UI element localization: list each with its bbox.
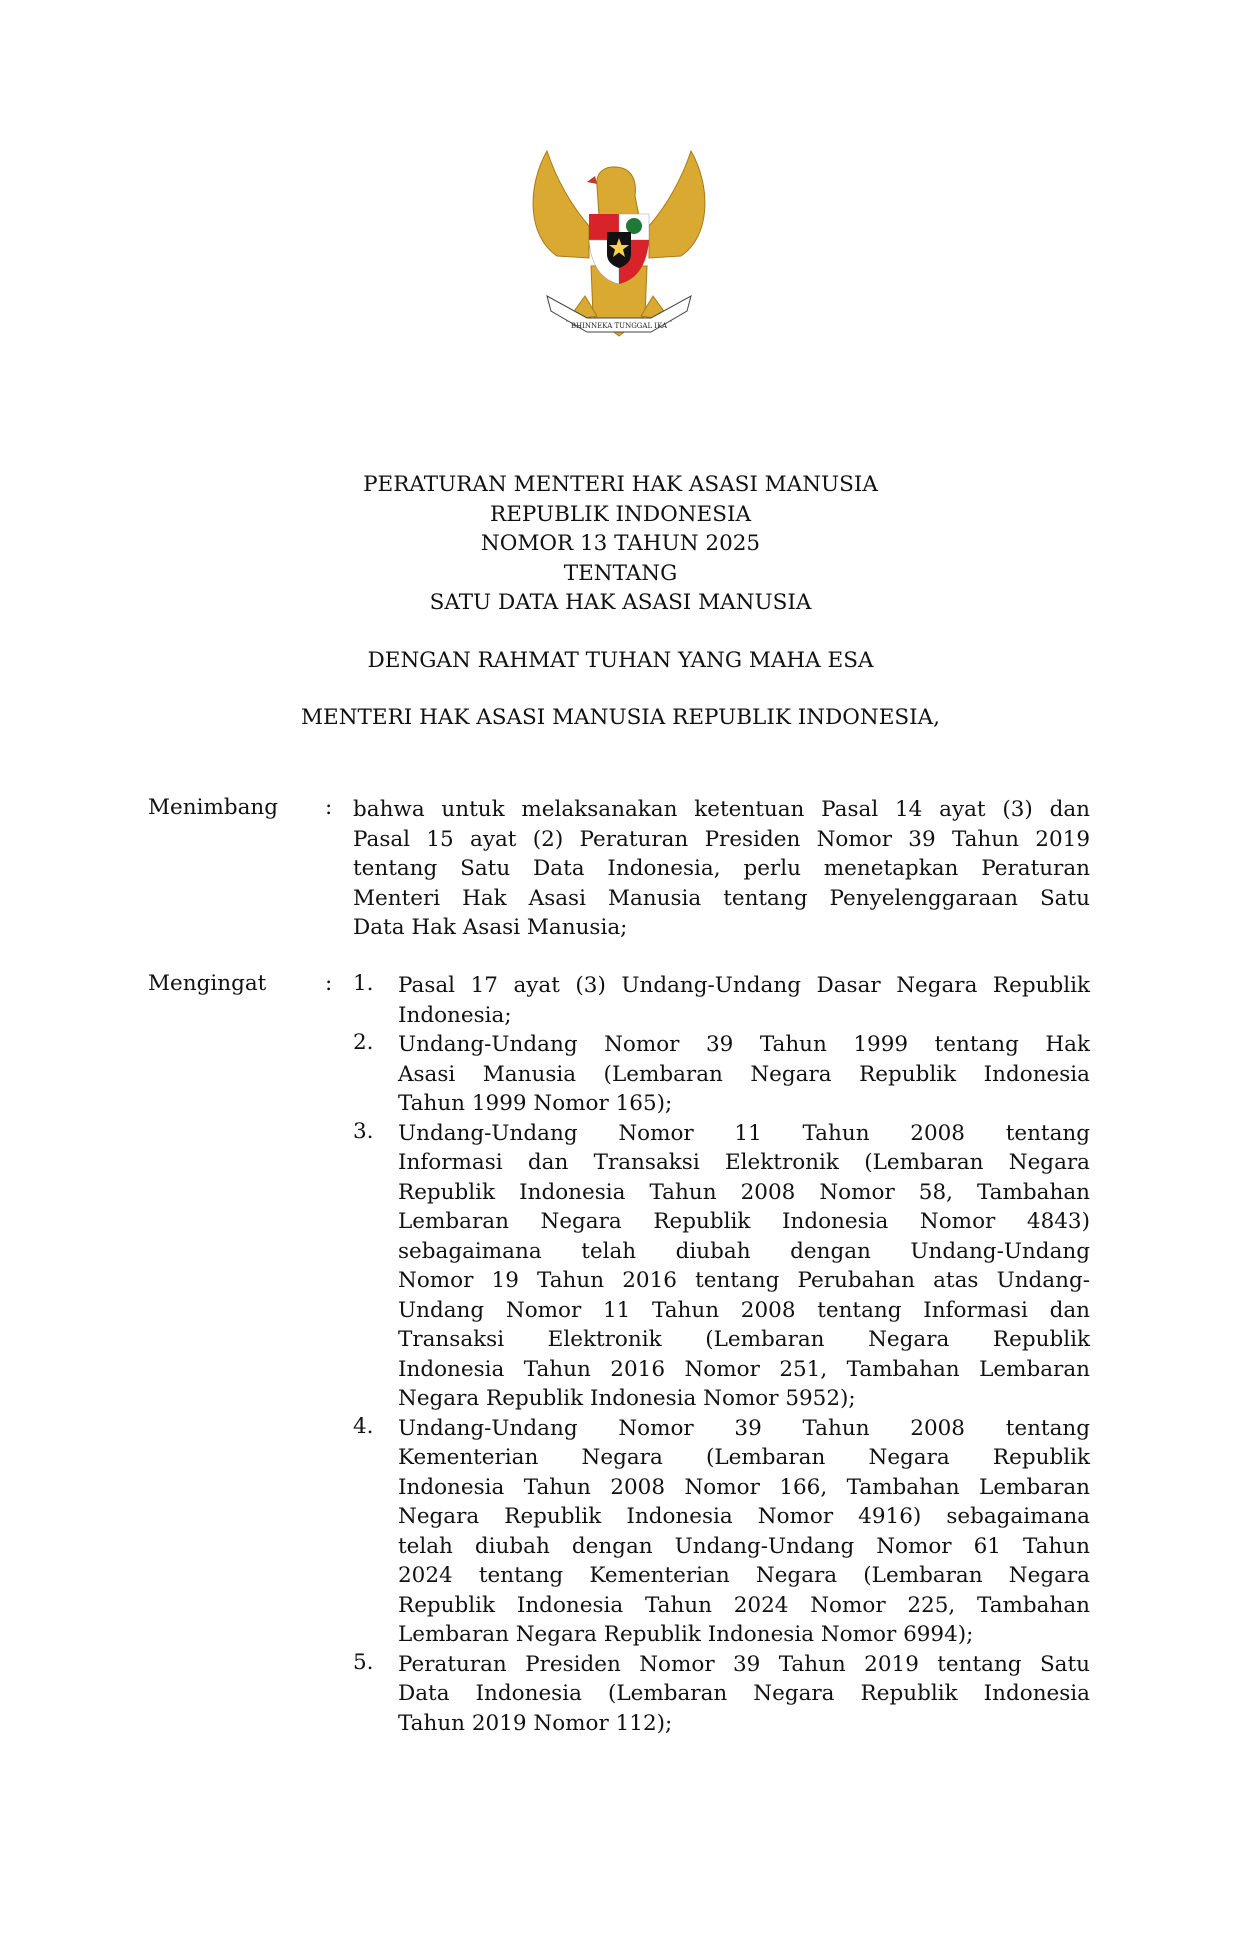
text-line: 2024 tentang Kementerian Negara (Lembaran Negara — [398, 1563, 1090, 1588]
list-text — [398, 1119, 1090, 1414]
list-number: 3. — [353, 1118, 374, 1144]
colon: : — [325, 971, 333, 996]
list-number: 2. — [353, 1030, 374, 1055]
text-line: Kementerian Negara (Lembaran Negara Republik — [398, 1445, 1090, 1470]
text-line: Undang-Undang Nomor 39 Tahun 2008 tentang — [398, 1415, 1090, 1441]
colon: : — [325, 795, 333, 820]
minister-title: MENTERI HAK ASASI MANUSIA REPUBLIK INDONESIA, — [301, 705, 940, 730]
garuda-pancasila-emblem — [527, 146, 711, 342]
text-line: Pasal 17 ayat (3) Undang-Undang Dasar Negara Republik — [398, 973, 1090, 998]
text-line: Negara Republik Indonesia Nomor 5952); — [398, 1386, 856, 1411]
text-line: telah diubah dengan Undang-Undang Nomor 61 Tahun — [398, 1533, 1090, 1559]
text-line: Lembaran Negara Republik Indonesia Nomor 4843) — [398, 1209, 1090, 1234]
list-item — [353, 1414, 1090, 1650]
text-line: bahwa untuk melaksanakan ketentuan Pasal 14 ayat (3) dan — [353, 797, 1090, 822]
list-text — [398, 1030, 1090, 1119]
list-item — [353, 1650, 1090, 1739]
text-line: Nomor 19 Tahun 2016 tentang Perubahan atas Undang- — [398, 1268, 1090, 1293]
menimbang-label: Menimbang — [148, 795, 279, 820]
list-item — [353, 1119, 1090, 1414]
list-number: 4. — [353, 1413, 374, 1439]
text-line: Tahun 2019 Nomor 112); — [398, 1710, 673, 1736]
document-heading — [0, 470, 1241, 733]
text-line: Tahun 1999 Nomor 165); — [398, 1091, 673, 1116]
list-item — [353, 1030, 1090, 1119]
text-line: Negara Republik Indonesia Nomor 4916) sebagaimana — [398, 1504, 1090, 1529]
text-line: Data Hak Asasi Manusia; — [353, 915, 628, 940]
text-line: Data Indonesia (Lembaran Negara Republik Indonesia — [398, 1681, 1090, 1706]
text-line: Lembaran Negara Republik Indonesia Nomor 6994); — [398, 1622, 974, 1647]
list-number: 5. — [353, 1649, 374, 1675]
heading-line: SATU DATA HAK ASASI MANUSIA — [429, 590, 812, 615]
menimbang-text — [353, 795, 1090, 943]
heading-line: REPUBLIK INDONESIA — [490, 501, 751, 527]
text-line: Pasal 15 ayat (2) Peraturan Presiden Nomor 39 Tahun 2019 — [353, 826, 1090, 852]
text-line: Indonesia Tahun 2008 Nomor 166, Tambahan Lembaran — [398, 1474, 1090, 1500]
mengingat-list — [353, 971, 1090, 1738]
text-line: Undang-Undang Nomor 11 Tahun 2008 tentang — [398, 1120, 1090, 1146]
text-line: Undang-Undang Nomor 39 Tahun 1999 tentang Hak — [398, 1032, 1090, 1057]
text-line: Informasi dan Transaksi Elektronik (Lembaran Negara — [398, 1150, 1090, 1175]
text-line: Transaksi Elektronik (Lembaran Negara Republik — [398, 1327, 1090, 1352]
list-text — [398, 1650, 1090, 1739]
emblem-motto: BHINNEKA TUNGGAL IKA — [570, 322, 668, 330]
text-line: Republik Indonesia Tahun 2008 Nomor 58, Tambahan — [398, 1179, 1090, 1205]
text-line: Menteri Hak Asasi Manusia tentang Penyelenggaraan Satu — [353, 885, 1090, 911]
invocation: DENGAN RAHMAT TUHAN YANG MAHA ESA — [367, 647, 874, 673]
text-line: sebagaimana telah diubah dengan Undang-Undang — [398, 1238, 1090, 1264]
heading-line: TENTANG — [563, 560, 678, 586]
text-line: Asasi Manusia (Lembaran Negara Republik Indonesia — [398, 1061, 1090, 1087]
text-line: Peraturan Presiden Nomor 39 Tahun 2019 tentang Satu — [398, 1651, 1090, 1677]
heading-line: PERATURAN MENTERI HAK ASASI MANUSIA — [363, 472, 878, 497]
text-line: Indonesia; — [398, 1002, 512, 1028]
text-line: Republik Indonesia Tahun 2024 Nomor 225, Tambahan — [398, 1592, 1090, 1618]
heading-line: NOMOR 13 TAHUN 2025 — [480, 531, 761, 556]
list-text — [398, 1414, 1090, 1650]
list-item — [353, 971, 1090, 1030]
text-line: Indonesia Tahun 2016 Nomor 251, Tambahan Lembaran — [398, 1356, 1090, 1382]
text-line: tentang Satu Data Indonesia, perlu menetapkan Peraturan — [353, 856, 1090, 881]
text-line: Undang Nomor 11 Tahun 2008 tentang Informasi dan — [398, 1297, 1090, 1323]
mengingat-label: Mengingat — [148, 971, 267, 996]
list-number: 1. — [353, 971, 374, 996]
list-text — [398, 971, 1090, 1030]
